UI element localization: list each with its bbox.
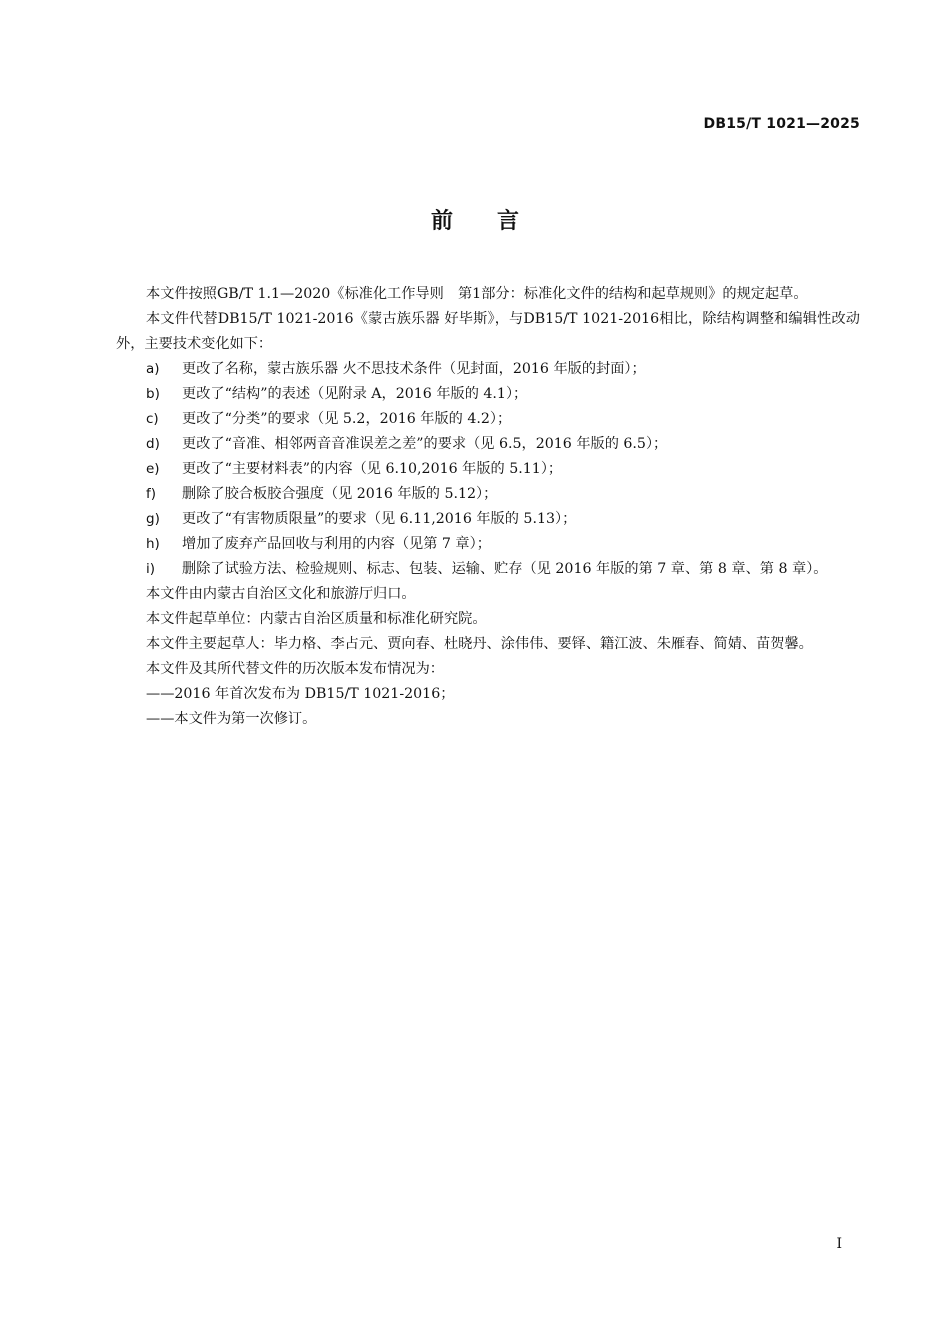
list-item (116, 457, 860, 482)
list-item (116, 507, 860, 532)
paragraph-history-intro: 本文件及其所代替文件的历次版本发布情况为： (146, 661, 444, 677)
paragraph-drafters: 本文件主要起草人：毕力格、李占元、贾向春、杜晓丹、涂伟伟、要铎、籍江波、朱雁春、简婧、苗贺馨。 (146, 636, 813, 652)
list-item-text: 更改了“有害物质限量”的要求（见 6.11,2016 年版的 5.13）； (182, 511, 577, 527)
list-item (116, 357, 860, 382)
paragraph-drafting-unit: 本文件起草单位：内蒙古自治区质量和标准化研究院。 (146, 611, 487, 627)
paragraph-drafting-rules: 本文件按照GB/T 1.1—2020《标准化工作导则 第1部分：标准化文件的结构和起草规则》的规定起草。 (146, 286, 808, 302)
list-item (116, 432, 860, 457)
list-item-text: 更改了“主要材料表”的内容（见 6.10,2016 年版的 5.11）； (182, 461, 563, 477)
list-item-text: 删除了试验方法、检验规则、标志、包装、运输、贮存（见 2016 年版的第 7 章、第 8 章、第 8 章）。 (182, 561, 828, 577)
list-item-text: 更改了“分类”的要求（见 5.2，2016 年版的 4.2）； (182, 411, 512, 427)
history-item: ——本文件为第一次修订。 (146, 711, 317, 727)
history-item: ——2016 年首次发布为 DB15/T 1021-2016； (146, 686, 455, 702)
list-item-mark: f) (146, 486, 157, 502)
list-item-mark: b) (146, 386, 160, 402)
page-number: I (836, 1236, 842, 1252)
list-item-text: 更改了“结构”的表述（见附录 A，2016 年版的 4.1）； (182, 386, 528, 402)
list-item-mark: g) (146, 511, 160, 527)
list-item-text: 删除了胶合板胶合强度（见 2016 年版的 5.12）； (182, 486, 498, 502)
list-item-mark: c) (146, 411, 159, 427)
document-code: DB15/T 1021—2025 (703, 116, 860, 132)
list-item-mark: e) (146, 461, 160, 477)
list-item-text: 增加了废弃产品回收与利用的内容（见第 7 章）； (182, 536, 491, 552)
list-item (116, 557, 860, 582)
list-item (116, 532, 860, 557)
list-item-mark: h) (146, 536, 160, 552)
list-item-mark: i) (146, 561, 156, 577)
foreword-body (116, 282, 860, 732)
list-item-mark: a) (146, 361, 160, 377)
page-title: 前言 (430, 209, 563, 234)
paragraph-replacement: 本文件代替DB15/T 1021-2016《蒙古族乐器 好毕斯》，与DB15/T 1021-2016相比，除结构调整和编辑性改动外，主要技术变化如下： (116, 311, 860, 352)
list-item-text: 更改了“音准、相邻两音音准误差之差”的要求（见 6.5，2016 年版的 6.5）； (182, 436, 668, 452)
list-item (116, 407, 860, 432)
paragraph-authority: 本文件由内蒙古自治区文化和旅游厅归口。 (146, 586, 416, 602)
list-item (116, 382, 860, 407)
list-item-text: 更改了名称，蒙古族乐器 火不思技术条件（见封面，2016 年版的封面）； (182, 361, 646, 377)
list-item (116, 482, 860, 507)
list-item-mark: d) (146, 436, 160, 452)
